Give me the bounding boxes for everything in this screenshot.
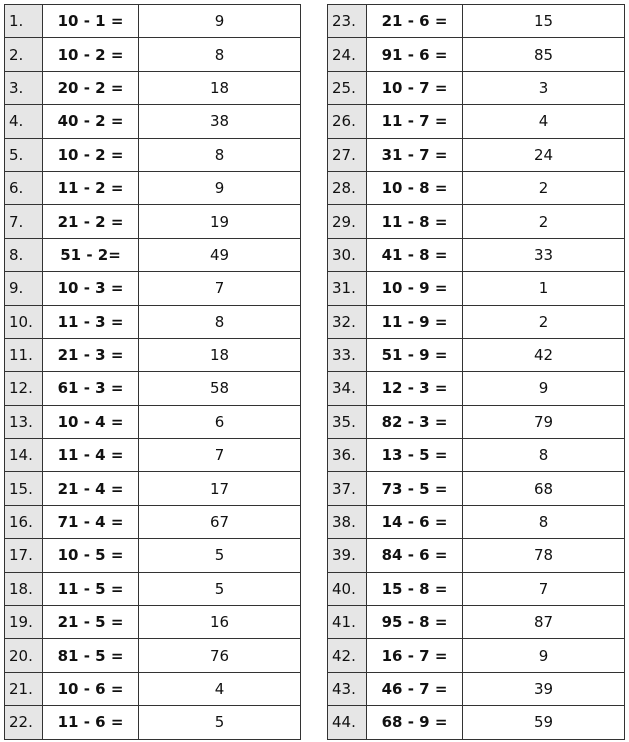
problem-number: 13. [5,405,43,438]
problem-answer: 59 [463,706,625,739]
problem-answer: 5 [139,572,301,605]
problem-expression: 10 - 2 = [43,38,139,71]
problem-number: 24. [328,38,367,71]
problem-answer: 5 [139,539,301,572]
problem-answer: 2 [463,171,625,204]
problem-number: 25. [328,71,367,104]
problem-expression: 16 - 7 = [367,639,463,672]
problem-number: 36. [328,439,367,472]
problem-expression: 10 - 8 = [367,171,463,204]
problem-number: 1. [5,5,43,38]
problem-expression: 73 - 5 = [367,472,463,505]
problem-expression: 11 - 3 = [43,305,139,338]
table-row [328,706,625,739]
problem-number: 8. [5,238,43,271]
problem-answer: 8 [463,505,625,538]
table-row [328,205,625,238]
table-row [5,439,301,472]
problem-answer: 68 [463,472,625,505]
problem-number: 30. [328,238,367,271]
table-row [5,105,301,138]
problem-expression: 11 - 2 = [43,171,139,204]
problem-number: 32. [328,305,367,338]
problem-expression: 10 - 2 = [43,138,139,171]
table-row [5,405,301,438]
problem-number: 23. [328,5,367,38]
problem-answer: 4 [139,672,301,705]
problem-expression: 21 - 5 = [43,606,139,639]
worksheet-table-left [4,4,301,740]
problem-answer: 2 [463,305,625,338]
problem-expression: 21 - 3 = [43,338,139,371]
problem-number: 6. [5,171,43,204]
table-row [328,639,625,672]
table-row [328,672,625,705]
problem-number: 10. [5,305,43,338]
problem-expression: 46 - 7 = [367,672,463,705]
problem-answer: 8 [463,439,625,472]
table-row [328,405,625,438]
table-row [328,38,625,71]
problem-answer: 6 [139,405,301,438]
table-row [5,706,301,739]
problem-expression: 40 - 2 = [43,105,139,138]
problem-expression: 21 - 2 = [43,205,139,238]
table-row [328,5,625,38]
problem-answer: 1 [463,272,625,305]
problem-number: 42. [328,639,367,672]
problem-answer: 3 [463,71,625,104]
table-row [328,606,625,639]
problem-answer: 9 [463,372,625,405]
problem-answer: 49 [139,238,301,271]
problem-answer: 8 [139,38,301,71]
table-row [5,38,301,71]
problem-number: 27. [328,138,367,171]
problem-answer: 33 [463,238,625,271]
problem-expression: 13 - 5 = [367,439,463,472]
problem-number: 34. [328,372,367,405]
problem-expression: 10 - 1 = [43,5,139,38]
problem-expression: 21 - 6 = [367,5,463,38]
table-row [328,439,625,472]
problem-number: 26. [328,105,367,138]
problem-expression: 61 - 3 = [43,372,139,405]
problem-expression: 81 - 5 = [43,639,139,672]
problem-answer: 79 [463,405,625,438]
problem-answer: 2 [463,205,625,238]
problem-expression: 31 - 7 = [367,138,463,171]
problem-number: 12. [5,372,43,405]
problem-expression: 10 - 9 = [367,272,463,305]
table-row [328,539,625,572]
problem-answer: 76 [139,639,301,672]
table-row [328,105,625,138]
problem-number: 35. [328,405,367,438]
table-row [5,138,301,171]
problem-number: 33. [328,338,367,371]
problem-expression: 82 - 3 = [367,405,463,438]
worksheet-table-left-body [5,5,301,740]
problem-number: 31. [328,272,367,305]
problem-answer: 87 [463,606,625,639]
table-row [328,472,625,505]
problem-number: 29. [328,205,367,238]
problem-number: 4. [5,105,43,138]
problem-answer: 7 [463,572,625,605]
problem-answer: 18 [139,71,301,104]
problem-answer: 8 [139,305,301,338]
table-row [5,171,301,204]
worksheet-table-right-body [328,5,625,740]
problem-expression: 11 - 9 = [367,305,463,338]
problem-expression: 12 - 3 = [367,372,463,405]
problem-expression: 10 - 4 = [43,405,139,438]
problem-answer: 24 [463,138,625,171]
table-row [5,505,301,538]
table-row [328,305,625,338]
table-row [328,372,625,405]
problem-expression: 41 - 8 = [367,238,463,271]
problem-answer: 18 [139,338,301,371]
table-row [328,572,625,605]
table-row [328,272,625,305]
problem-number: 39. [328,539,367,572]
problem-expression: 68 - 9 = [367,706,463,739]
table-row [5,338,301,371]
table-row [5,272,301,305]
problem-number: 16. [5,505,43,538]
problem-answer: 7 [139,439,301,472]
table-row [328,138,625,171]
problem-number: 37. [328,472,367,505]
problem-answer: 9 [139,171,301,204]
table-row [328,505,625,538]
problem-number: 9. [5,272,43,305]
problem-answer: 9 [139,5,301,38]
problem-expression: 11 - 5 = [43,572,139,605]
problem-expression: 14 - 6 = [367,505,463,538]
problem-number: 40. [328,572,367,605]
problem-expression: 21 - 4 = [43,472,139,505]
problem-number: 15. [5,472,43,505]
table-row [5,71,301,104]
problem-answer: 9 [463,639,625,672]
problem-number: 44. [328,706,367,739]
problem-expression: 84 - 6 = [367,539,463,572]
problem-answer: 39 [463,672,625,705]
problem-answer: 58 [139,372,301,405]
problem-number: 28. [328,171,367,204]
problem-number: 2. [5,38,43,71]
table-row [5,205,301,238]
table-row [5,639,301,672]
problem-number: 11. [5,338,43,371]
problem-expression: 10 - 6 = [43,672,139,705]
problem-expression: 11 - 7 = [367,105,463,138]
table-row [5,5,301,38]
problem-expression: 15 - 8 = [367,572,463,605]
table-row [328,238,625,271]
table-row [5,572,301,605]
worksheet-table-right [327,4,625,740]
problem-number: 41. [328,606,367,639]
problem-answer: 19 [139,205,301,238]
problem-expression: 95 - 8 = [367,606,463,639]
table-row [5,672,301,705]
problem-expression: 10 - 7 = [367,71,463,104]
table-row [328,338,625,371]
problem-number: 18. [5,572,43,605]
problem-answer: 67 [139,505,301,538]
problem-expression: 20 - 2 = [43,71,139,104]
problem-number: 20. [5,639,43,672]
problem-number: 21. [5,672,43,705]
problem-expression: 51 - 9 = [367,338,463,371]
table-row [5,372,301,405]
problem-answer: 8 [139,138,301,171]
problem-expression: 11 - 6 = [43,706,139,739]
table-row [5,305,301,338]
problem-expression: 91 - 6 = [367,38,463,71]
table-row [5,238,301,271]
problem-number: 5. [5,138,43,171]
problem-number: 7. [5,205,43,238]
table-row [5,539,301,572]
problem-number: 17. [5,539,43,572]
problem-expression: 51 - 2= [43,238,139,271]
table-row [5,606,301,639]
problem-answer: 15 [463,5,625,38]
problem-answer: 42 [463,338,625,371]
problem-expression: 71 - 4 = [43,505,139,538]
problem-number: 43. [328,672,367,705]
problem-expression: 10 - 3 = [43,272,139,305]
table-row [328,171,625,204]
problem-number: 19. [5,606,43,639]
problem-number: 38. [328,505,367,538]
problem-answer: 16 [139,606,301,639]
problem-answer: 78 [463,539,625,572]
table-row [328,71,625,104]
problem-number: 14. [5,439,43,472]
problem-number: 3. [5,71,43,104]
problem-answer: 7 [139,272,301,305]
problem-answer: 5 [139,706,301,739]
problem-answer: 85 [463,38,625,71]
problem-answer: 17 [139,472,301,505]
problem-expression: 11 - 4 = [43,439,139,472]
table-row [5,472,301,505]
problem-expression: 11 - 8 = [367,205,463,238]
problem-number: 22. [5,706,43,739]
problem-expression: 10 - 5 = [43,539,139,572]
problem-answer: 4 [463,105,625,138]
problem-answer: 38 [139,105,301,138]
